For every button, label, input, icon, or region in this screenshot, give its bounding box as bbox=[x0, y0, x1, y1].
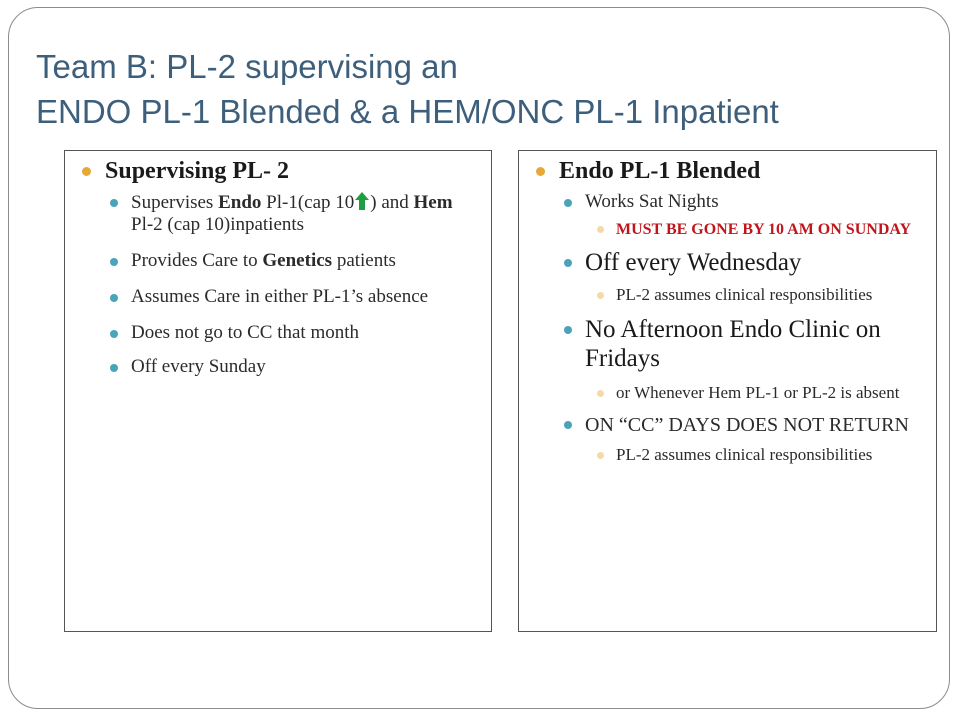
item-bold-text: Genetics bbox=[262, 250, 333, 271]
bullet-icon bbox=[110, 294, 118, 302]
item-text: Off every Wednesday bbox=[585, 249, 802, 276]
item-bold-text: Endo bbox=[218, 192, 262, 213]
list-item bbox=[65, 356, 491, 378]
right-heading: Endo PL-1 Blended bbox=[559, 158, 761, 184]
bullet-icon bbox=[564, 259, 572, 267]
list-item bbox=[519, 413, 936, 437]
right-bullet-list bbox=[519, 191, 936, 465]
item-text: Provides Care to bbox=[131, 250, 263, 271]
item-text: ON “CC” DAYS DOES NOT RETURN bbox=[585, 414, 909, 436]
bullet-icon bbox=[564, 326, 572, 334]
item-text: PL-2 assumes clinical responsibilities bbox=[616, 285, 873, 304]
left-bullet-list bbox=[65, 191, 491, 378]
item-text: ) and bbox=[370, 192, 414, 213]
up-arrow-icon bbox=[354, 191, 370, 211]
item-text: Pl-1(cap 10 bbox=[261, 192, 355, 213]
sub-list-item bbox=[519, 219, 936, 240]
item-text: Works Sat Nights bbox=[585, 191, 719, 212]
list-item bbox=[519, 315, 936, 373]
sub-bullet-icon bbox=[597, 292, 604, 299]
item-text: Off every Sunday bbox=[131, 356, 266, 377]
slide-title bbox=[36, 44, 936, 134]
item-text: Assumes Care in either PL-1’s absence bbox=[131, 286, 429, 307]
right-heading-item bbox=[519, 157, 936, 185]
bullet-icon bbox=[110, 199, 118, 207]
item-text: patients bbox=[332, 250, 396, 271]
item-text: PL-2 assumes clinical responsibilities bbox=[616, 445, 873, 464]
sub-bullet-icon bbox=[597, 452, 604, 459]
item-text: Pl-2 (cap 10)inpatients bbox=[131, 214, 305, 235]
sub-bullet-icon bbox=[597, 226, 604, 233]
left-heading-item bbox=[65, 157, 491, 185]
right-content-box bbox=[518, 150, 937, 632]
sub-bullet-icon bbox=[597, 390, 604, 397]
item-bold-text: Hem bbox=[413, 192, 453, 213]
item-text: or Whenever Hem PL-1 or PL-2 is absent bbox=[616, 383, 900, 402]
item-text: Does not go to CC that month bbox=[131, 322, 359, 343]
left-heading: Supervising PL- 2 bbox=[105, 158, 290, 184]
bullet-icon bbox=[564, 199, 572, 207]
bullet-icon bbox=[110, 364, 118, 372]
bullet-icon bbox=[82, 167, 91, 176]
title-line-1: Team B: PL-2 supervising an bbox=[36, 48, 458, 85]
list-item bbox=[65, 191, 491, 236]
list-item bbox=[65, 286, 491, 308]
item-text: Supervises bbox=[131, 192, 219, 213]
list-item bbox=[519, 191, 936, 213]
bullet-icon bbox=[564, 421, 572, 429]
item-text: No Afternoon Endo Clinic on Fridays bbox=[585, 316, 881, 372]
left-content-box bbox=[64, 150, 492, 632]
bullet-icon bbox=[110, 258, 118, 266]
title-line-2: ENDO PL-1 Blended & a HEM/ONC PL-1 Inpatient bbox=[36, 93, 779, 130]
bullet-icon bbox=[536, 167, 545, 176]
list-item bbox=[65, 322, 491, 344]
alert-text: MUST BE GONE BY 10 AM ON SUNDAY bbox=[616, 221, 912, 238]
sub-list-item bbox=[519, 445, 936, 465]
list-item bbox=[65, 250, 491, 272]
bullet-icon bbox=[110, 330, 118, 338]
sub-list-item bbox=[519, 285, 936, 305]
sub-list-item bbox=[519, 383, 936, 403]
list-item bbox=[519, 248, 936, 277]
